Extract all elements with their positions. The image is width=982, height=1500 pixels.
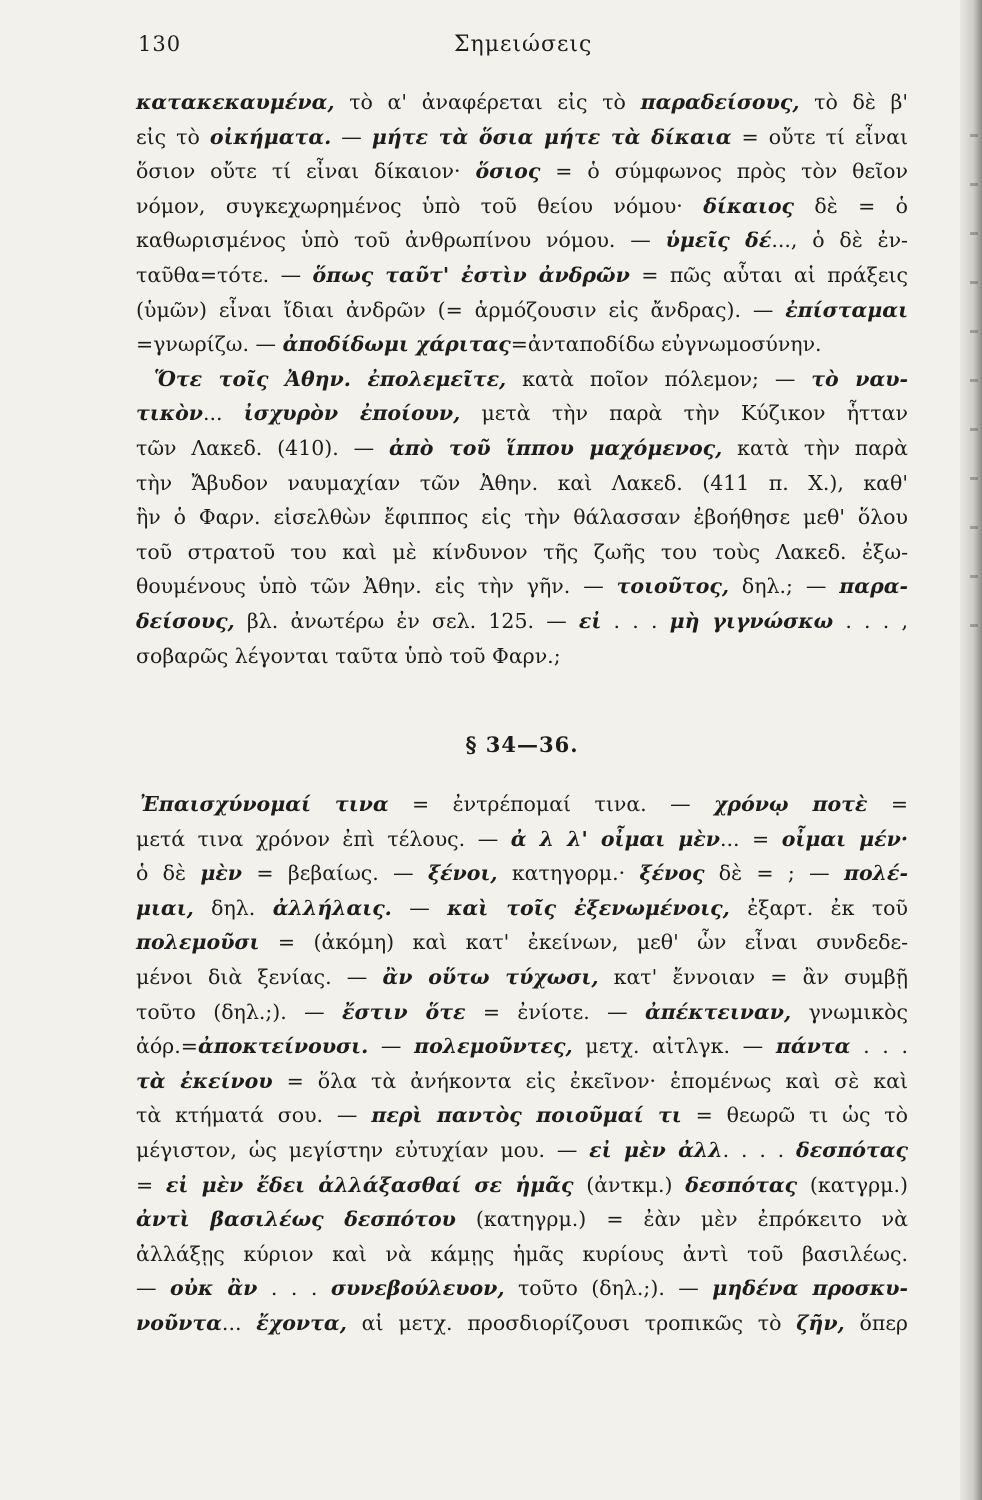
- gloss-text: μετὰ τὴν παρὰ τὴν Κύζικον ἧτταν: [460, 401, 908, 426]
- lemma-term: δεσπότας: [796, 1137, 909, 1162]
- text-line: [136, 569, 908, 604]
- lemma-term: νοῦντα: [136, 1310, 222, 1335]
- lemma-term: ἂν οὕτω τύχωσι,: [382, 964, 599, 989]
- page-number: 130: [138, 32, 182, 56]
- text-line: [136, 362, 908, 397]
- lemma-term: ἀπέκτειναν,: [645, 999, 792, 1024]
- gloss-text: τοῦ στρατοῦ του καὶ μὲ κίνδυνον τῆς ζωῆς του τοὺς Λακεδ. ἐξω-: [136, 539, 908, 564]
- gloss-text: ...: [221, 1310, 257, 1335]
- text-line: [136, 787, 908, 822]
- gloss-text: κατὰ τὴν παρὰ: [722, 435, 908, 460]
- text-line: [136, 1133, 908, 1168]
- text-line: [136, 258, 908, 293]
- lemma-term: χρόνῳ ποτὲ: [713, 792, 868, 816]
- gloss-text: κατὰ ποῖον πόλεμον; —: [506, 366, 812, 391]
- lemma-term: μηδένα προσκυ-: [712, 1276, 908, 1301]
- gloss-text: ὅπερ: [844, 1310, 908, 1335]
- lemma-term: ζῆν,: [796, 1310, 845, 1335]
- text-line: [136, 223, 908, 258]
- text-line: [136, 154, 908, 189]
- notes-text-bottom: [136, 787, 908, 1341]
- gloss-text: δηλ.: [193, 895, 273, 920]
- lemma-term: εἰ μὲν ἔδει ἀλλάξασθαί σε ἡμᾶς: [165, 1172, 574, 1197]
- gloss-text: νόμον, συγκεχωρημένος ὑπὸ τοῦ θείου νόμου·: [136, 193, 704, 218]
- page-edge: [960, 0, 982, 1500]
- gloss-text: τὸ α' ἀναφέρεται εἰς τὸ: [334, 90, 641, 114]
- text-line: [136, 1168, 908, 1203]
- lemma-term: πολέ-: [843, 861, 908, 886]
- text-line: [136, 1237, 908, 1272]
- text-line: [136, 1202, 908, 1237]
- gloss-text: μέγιστον, ὡς μεγίστην εὐτυχίαν μου. —: [136, 1137, 590, 1162]
- gloss-text: . . . ,: [833, 608, 908, 633]
- gloss-text: (κατγρμ.): [797, 1172, 909, 1197]
- gloss-text: ταῦθα=τότε. —: [136, 262, 313, 287]
- gloss-text: ἣν ὁ Φαρν. εἰσελθὼν ἔφιππος εἰς τὴν θάλασσαν ἐβοήθησε μεθ' ὅλου: [136, 505, 908, 530]
- gloss-text: τοῦτο (δηλ.;). —: [504, 1276, 713, 1301]
- gloss-text: . . . .: [722, 1137, 797, 1162]
- lemma-term: τὸ ναυ-: [811, 366, 909, 391]
- gloss-text: (ἀντκμ.): [573, 1172, 686, 1197]
- gloss-text: = ἐνίοτε. —: [465, 999, 646, 1024]
- gloss-text: ἐξαρτ. ἐκ τοῦ: [729, 895, 908, 920]
- gloss-text: —: [368, 1034, 415, 1059]
- lemma-term: ἐπίσταμαι: [785, 297, 908, 322]
- gloss-text: ὁ δὲ: [136, 861, 201, 886]
- gloss-text: =: [867, 792, 908, 816]
- gloss-text: βλ. ἀνωτέρω ἐν σελ. 125. —: [234, 608, 579, 633]
- text-line: [136, 995, 908, 1030]
- gloss-text: καθωρισμένος ὑπὸ τοῦ ἀνθρωπίνου νόμου. —: [136, 228, 666, 253]
- gloss-text: (κατηγρμ.) = ἐὰν μὲν ἐπρόκειτο νὰ: [455, 1207, 908, 1232]
- lemma-term: Ὅτε τοῖς Ἀθην. ἐπολεμεῖτε,: [154, 366, 507, 391]
- text-line: [136, 1306, 908, 1341]
- gloss-text: ...: [202, 401, 244, 426]
- text-line: [136, 431, 908, 466]
- lemma-term: ἔστιν ὅτε: [342, 999, 466, 1024]
- lemma-term: μὲν: [200, 861, 243, 886]
- lemma-term: Ἐπαισχύνομαί τινα: [140, 792, 389, 816]
- text-line: [136, 1064, 908, 1099]
- lemma-term: πολεμοῦσι: [136, 930, 260, 955]
- lemma-term: δίκαιος: [703, 193, 795, 218]
- lemma-term: ὑμεῖς δέ: [665, 228, 772, 253]
- lemma-term: συνεβούλευον,: [330, 1276, 505, 1301]
- text-line: [136, 856, 908, 891]
- gloss-text: αἱ μετχ. προσδιορίζουσι τροπικῶς τὸ: [346, 1310, 797, 1335]
- gloss-text: = ὁ σύμφωνος πρὸς τὸν θεῖον: [540, 159, 908, 184]
- gloss-text: —: [136, 1276, 170, 1301]
- lemma-term: δείσους,: [136, 608, 235, 633]
- gloss-text: =ἀνταποδίδω εὐγνωμοσύνην.: [510, 332, 822, 357]
- gloss-text: . . .: [850, 1034, 908, 1059]
- lemma-term: ἀντὶ βασιλέως δεσπότου: [136, 1207, 456, 1232]
- text-line: [136, 639, 908, 674]
- text-line: [136, 466, 908, 501]
- text-line: [136, 500, 908, 535]
- gloss-text: κατ' ἔννοιαν = ἂν συμβῇ: [598, 964, 908, 989]
- lemma-term: περὶ παντὸς ποιοῦμαί τι: [371, 1103, 682, 1128]
- lemma-term: εἰ: [578, 608, 602, 633]
- gloss-text: δὲ = ; —: [704, 861, 844, 886]
- gloss-text: =γνωρίζω. —: [136, 332, 283, 357]
- gloss-text: μένοι διὰ ξενίας. —: [136, 964, 383, 989]
- gloss-text: γνωμικὸς: [791, 999, 908, 1024]
- lemma-term: ὅπως ταῦτ' ἐστὶν ἀνδρῶν: [312, 262, 630, 287]
- notes-text-top: [136, 85, 908, 673]
- lemma-term: τικὸν: [136, 401, 203, 426]
- gloss-text: εἰς τὸ: [136, 124, 210, 149]
- lemma-term: ἀ λ λ' οἶμαι μὲν: [510, 826, 720, 851]
- text-line: [136, 293, 908, 328]
- gloss-text: —: [331, 124, 372, 149]
- gloss-text: . . .: [601, 608, 670, 633]
- lemma-term: εἰ μὲν ἀλλ: [589, 1137, 723, 1162]
- lemma-term: τὰ ἐκείνου: [136, 1068, 273, 1093]
- lemma-term: οὐκ ἂν: [169, 1276, 258, 1301]
- text-line: [136, 85, 908, 120]
- lemma-term: ἔχοντα,: [256, 1310, 347, 1335]
- lemma-term: ἀπὸ τοῦ ἵππου μαχόμενος,: [389, 435, 723, 460]
- section-heading: § 34—36.: [465, 732, 579, 757]
- page-header: [136, 32, 906, 62]
- lemma-term: μιαι,: [136, 895, 194, 920]
- lemma-term: ὅσιος: [475, 159, 541, 184]
- lemma-term: δεσπότας: [685, 1172, 798, 1197]
- gloss-text: ἀόρ.=: [136, 1034, 198, 1059]
- lemma-term: παραδείσους,: [640, 90, 800, 114]
- text-line: [136, 1098, 908, 1133]
- gloss-text: κατηγορμ.·: [497, 861, 640, 886]
- lemma-term: παρα-: [839, 574, 908, 599]
- lemma-term: ἀλλήλαις.: [272, 895, 392, 920]
- gloss-text: ἀλλάξῃς κύριον καὶ νὰ κάμῃς ἡμᾶς κυρίους ἀντὶ τοῦ βασιλέως.: [136, 1241, 908, 1266]
- gloss-text: = βεβαίως. —: [242, 861, 428, 886]
- lemma-term: μὴ γιγνώσκω: [669, 608, 834, 633]
- gloss-text: = πῶς αὗται αἱ πράξεις: [629, 262, 909, 287]
- gloss-text: . . .: [257, 1276, 331, 1301]
- text-line: [136, 925, 908, 960]
- lemma-term: ἀποδίδωμι χάριτας: [282, 332, 511, 357]
- lemma-term: ξένοι,: [427, 861, 498, 886]
- lemma-term: οἶμαι μέν·: [781, 826, 908, 851]
- text-line: [136, 891, 908, 926]
- gloss-text: τοῦτο (δηλ.;). —: [136, 999, 343, 1024]
- text-line: [136, 189, 908, 224]
- gloss-text: μετχ. αἰτλγκ. —: [572, 1034, 776, 1059]
- text-line: [136, 822, 908, 857]
- lemma-term: ἰσχυρὸν ἐποίουν,: [243, 401, 461, 426]
- gloss-text: τὴν Ἄβυδον ναυμαχίαν τῶν Ἀθην. καὶ Λακεδ. (411 π. Χ.), καθ': [136, 470, 908, 495]
- gloss-text: τὰ κτήματά σου. —: [136, 1103, 372, 1128]
- gloss-text: τὸ δὲ β': [799, 90, 908, 114]
- gloss-text: ..., ὁ δὲ ἐν-: [771, 228, 908, 253]
- text-line: [136, 535, 908, 570]
- lemma-term: οἰκήματα.: [209, 124, 332, 149]
- lemma-term: πάντα: [775, 1034, 851, 1059]
- gloss-text: = ἐντρέπομαί τινα. —: [388, 792, 714, 816]
- lemma-term: καὶ τοῖς ἐξενωμένοις,: [447, 895, 730, 920]
- text-line: [136, 604, 908, 639]
- lemma-term: κατακεκαυμένα,: [136, 90, 335, 114]
- gloss-text: = θεωρῶ τι ὡς τὸ: [681, 1103, 908, 1128]
- gloss-text: = (ἀκόμη) καὶ κατ' ἐκείνων, μεθ' ὧν εἶναι συνδεδε-: [259, 930, 908, 955]
- gloss-text: σοβαρῶς λέγονται ταῦτα ὑπὸ τοῦ Φαρν.;: [136, 643, 561, 668]
- lemma-term: μήτε τὰ ὅσια μήτε τὰ δίκαια: [371, 124, 732, 149]
- gloss-text: =: [136, 1172, 166, 1197]
- text-line: [136, 960, 908, 995]
- gloss-text: = οὔτε τί εἶναι: [731, 124, 908, 149]
- gloss-text: ὅσιον οὔτε τί εἶναι δίκαιον·: [136, 159, 476, 184]
- page-edge-marks: [970, 88, 978, 648]
- gloss-text: δὲ = ὁ: [794, 193, 908, 218]
- lemma-term: ξένος: [639, 861, 705, 886]
- gloss-text: δηλ.; —: [729, 574, 840, 599]
- gloss-text: θουμένους ὑπὸ τῶν Ἀθην. εἰς τὴν γῆν. —: [136, 574, 617, 599]
- lemma-term: τοιοῦτος,: [616, 574, 729, 599]
- gloss-text: = ὅλα τὰ ἀνήκοντα εἰς ἐκεῖνον· ἑπομένως καὶ σὲ καὶ: [272, 1068, 908, 1093]
- text-line: [136, 1029, 908, 1064]
- lemma-term: πολεμοῦντες,: [414, 1034, 573, 1059]
- lemma-term: ἀποκτείνουσι.: [197, 1034, 369, 1059]
- running-title: Σημειώσεις: [454, 32, 593, 57]
- gloss-text: μετά τινα χρόνον ἐπὶ τέλους. —: [136, 826, 511, 851]
- text-line: [136, 396, 908, 431]
- gloss-text: (ὑμῶν) εἶναι ἴδιαι ἀνδρῶν (= ἁρμόζουσιν εἰς ἄνδρας). —: [136, 297, 786, 322]
- gloss-text: τῶν Λακεδ. (410). —: [136, 435, 389, 460]
- gloss-text: —: [391, 895, 448, 920]
- text-line: [136, 120, 908, 155]
- text-line: [136, 327, 908, 362]
- text-line: [136, 1271, 908, 1306]
- gloss-text: ... =: [720, 826, 782, 851]
